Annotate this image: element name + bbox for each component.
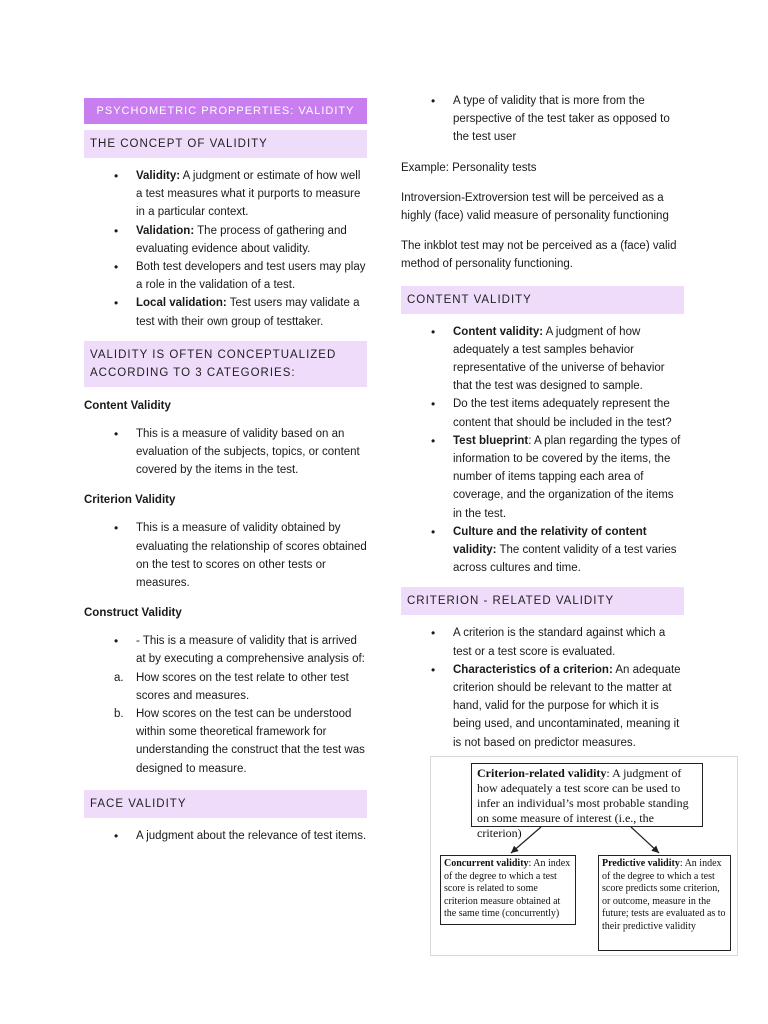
list-item: b. How scores on the test can be understood within some theoretical framework for understanding the construct that the test was designed to measure. bbox=[114, 708, 365, 775]
concept-of-validity-heading: THE CONCEPT OF VALIDITY bbox=[84, 130, 367, 158]
criterion-related-validity-box: Criterion-related validity: A judgment of how adequately a test score can be used to infer an individual’s most probable standing on some measure of interest (i.e., the criterion) bbox=[471, 763, 703, 827]
list-item: • Characteristics of a criterion: An adequate criterion should be relevant to the matter at hand, valid for the purpose for which it is being used, and uncontaminated, meaning it is not based on predictor measures. bbox=[401, 661, 684, 752]
list-item: • Validity: A judgment or estimate of how well a test measures what it purports to measure in a particular context. bbox=[84, 167, 367, 222]
criterion-related-heading: CRITERION - RELATED VALIDITY bbox=[401, 587, 684, 615]
criterion-validity-diagram bbox=[430, 756, 738, 956]
list-item: • Culture and the relativity of content validity: The content validity of a test varies across cultures and time. bbox=[401, 523, 684, 578]
left-column bbox=[84, 98, 367, 845]
example-text: Example: Personality tests bbox=[401, 161, 537, 174]
construct-validity-subtitle: Construct Validity bbox=[84, 607, 182, 620]
list-item: • A judgment about the relevance of test items. bbox=[84, 827, 367, 845]
list-item: • A type of validity that is more from the perspective of the test taker as opposed to the test user bbox=[401, 92, 684, 147]
arrow-to-predictive bbox=[631, 827, 659, 853]
list-item: • Do the test items adequately represent the content that should be included in the test? bbox=[401, 395, 684, 431]
list-item: • Both test developers and test users may play a role in the validation of a test. bbox=[84, 258, 367, 294]
content-validity-items bbox=[401, 323, 684, 578]
criterion-related-items bbox=[401, 624, 684, 751]
concurrent-validity-box: Concurrent validity: An index of the degree to which a test score is related to some criterion measure obtained at the same time (concurrently) bbox=[440, 855, 576, 925]
construct-sublist bbox=[84, 669, 367, 778]
content-validity-list bbox=[84, 425, 367, 480]
criterion-validity-subtitle: Criterion Validity bbox=[84, 494, 176, 507]
construct-validity-list bbox=[84, 632, 367, 668]
criterion-validity-list bbox=[84, 519, 367, 592]
document-title-banner: PSYCHOMETRIC PROPPERTIES: VALIDITY bbox=[84, 98, 367, 124]
face-validity-continued-list bbox=[401, 92, 684, 147]
content-validity-subtitle: Content Validity bbox=[84, 399, 171, 412]
list-item: • This is a measure of validity based on an evaluation of the subjects, topics, or content covered by the items in the test. bbox=[84, 425, 367, 480]
face-validity-heading: FACE VALIDITY bbox=[84, 790, 367, 818]
list-item: • Content validity: A judgment of how adequately a test samples behavior representative of the universe of behavior that the test was designed to sample. bbox=[401, 323, 684, 396]
content-validity-heading: CONTENT VALIDITY bbox=[401, 286, 684, 314]
list-item: • Test blueprint: A plan regarding the types of information to be covered by the items, the number of items tapping each area of coverage, and the organization of the items in the test. bbox=[401, 432, 684, 523]
list-item: • Validation: The process of gathering and evaluating evidence about validity. bbox=[84, 222, 367, 258]
predictive-validity-box: Predictive validity: An index of the degree to which a test score predicts some criterion, or outcome, measure in the future; tests are evaluated as to their predictive validity bbox=[598, 855, 731, 951]
categories-heading: VALIDITY IS OFTEN CONCEPTUALIZED ACCORDING TO 3 CATEGORIES: bbox=[84, 341, 367, 387]
list-item: a. How scores on the test relate to other test scores and measures. bbox=[114, 671, 349, 702]
concept-list bbox=[84, 167, 367, 331]
paragraph-introversion: Introversion-Extroversion test will be perceived as a highly (face) valid measure of personality functioning bbox=[401, 191, 669, 223]
face-validity-list bbox=[84, 827, 367, 845]
list-item: • This is a measure of validity obtained by evaluating the relationship of scores obtained on the test to scores on other tests or measures. bbox=[84, 519, 367, 592]
right-column bbox=[401, 92, 684, 752]
list-item: • A criterion is the standard against which a test or a test score is evaluated. bbox=[401, 624, 684, 660]
list-item: • Local validation: Test users may validate a test with their own group of testtaker. bbox=[84, 294, 367, 330]
list-item: • - This is a measure of validity that is arrived at by executing a comprehensive analysis of: bbox=[84, 632, 367, 668]
paragraph-inkblot: The inkblot test may not be perceived as a (face) valid method of personality functioning. bbox=[401, 240, 677, 271]
